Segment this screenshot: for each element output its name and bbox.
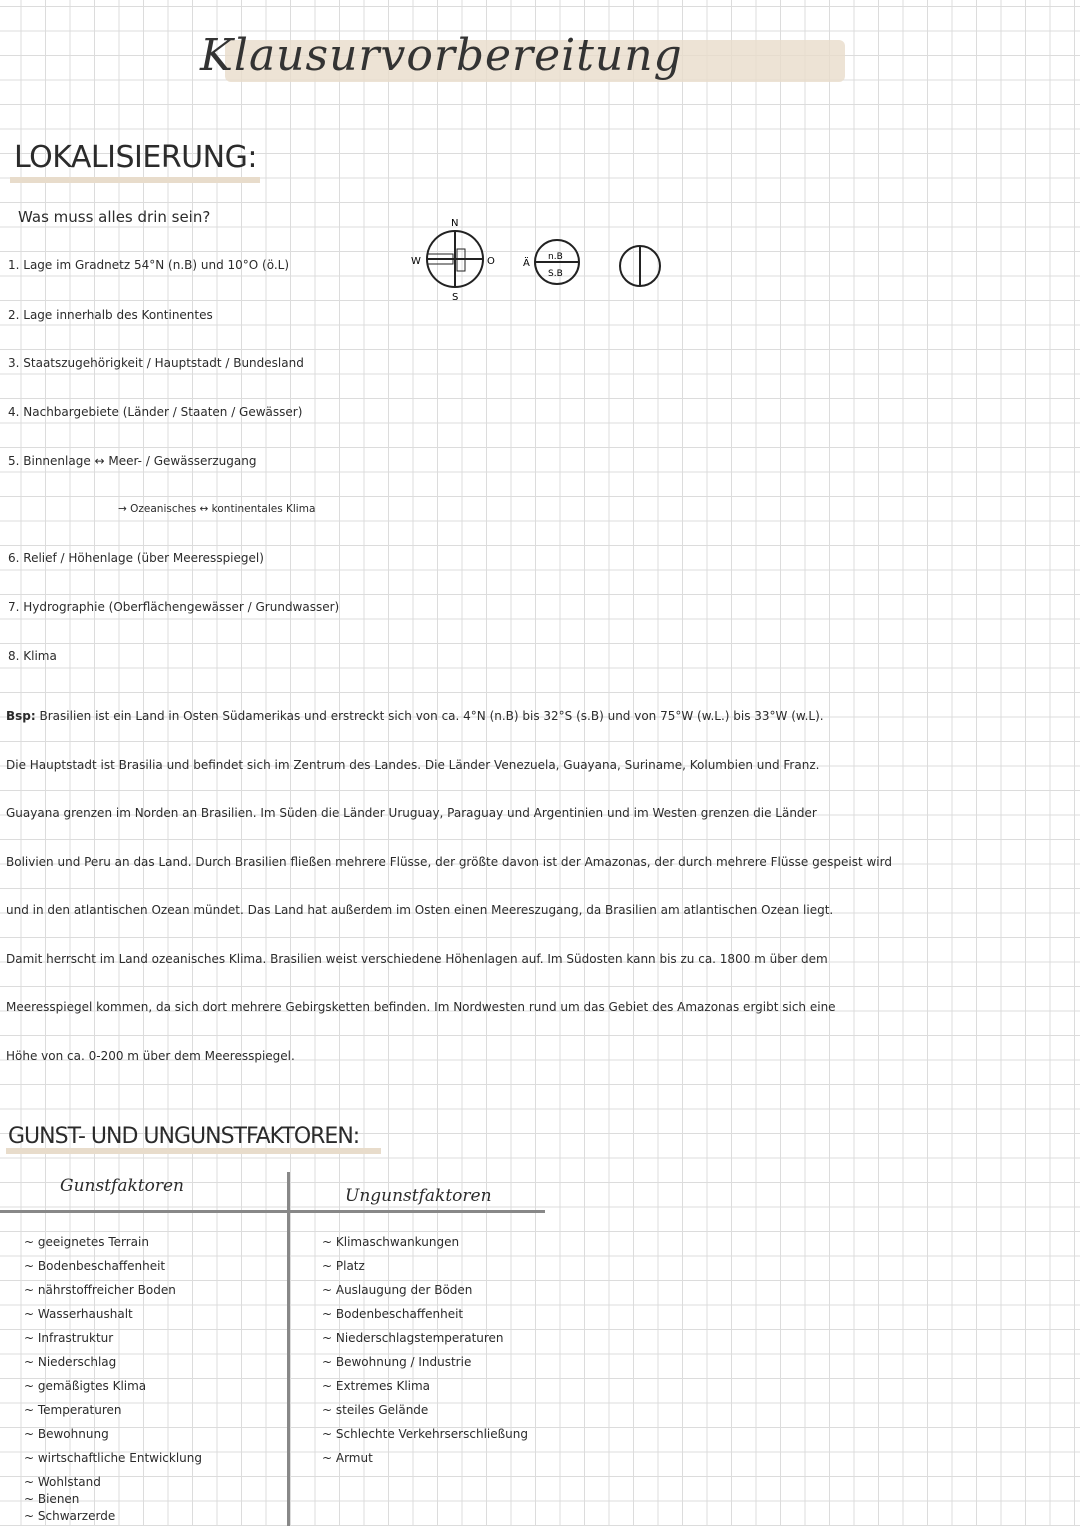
table-divider-vertical: [287, 1172, 290, 1526]
example-line: und in den atlantischen Ozean mündet. Das Land hat außerdem im Osten einen Meereszugang, da Brasilien am atlantischen Ozean liegt.: [6, 903, 834, 917]
svg-text:S.B: S.B: [548, 269, 563, 279]
example-line: Meeresspiegel kommen, da sich dort mehrere Gebirgsketten befinden. Im Nordwesten rund um das Gebiet des Amazonas ergibt sich eine: [6, 1000, 836, 1014]
example-line: Die Hauptstadt ist Brasilia und befindet sich im Zentrum des Landes. Die Länder Venezuela, Guayana, Suriname, Kolumbien und Franz.: [6, 757, 820, 772]
example-line: Bolivien und Peru an das Land. Durch Brasilien fließen mehrere Flüsse, der größte davon ist der Amazonas, der durch mehrere Flüsse gespeist wird: [6, 854, 892, 869]
example-line: Damit herrscht im Land ozeanisches Klima. Brasilien weist verschiedene Höhenlagen auf. Im Südosten kann bis zu ca. 1800 m über dem: [6, 951, 828, 966]
svg-text:O: O: [487, 256, 495, 267]
svg-text:Ä: Ä: [523, 258, 530, 269]
ungunst-column-title: Ungunstfaktoren: [345, 1186, 492, 1206]
list-item: ~ Schwarzerde: [24, 1509, 116, 1523]
gunst-column-title: Gunstfaktoren: [60, 1176, 184, 1196]
heading-underline: [10, 177, 260, 183]
example-paragraph: [6, 692, 1076, 1080]
list-item: ~ Niederschlag: [24, 1355, 117, 1369]
list-item: 2. Lage innerhalb des Kontinentes: [8, 308, 213, 322]
example-line: Bsp: Brasilien ist ein Land in Osten Südamerikas und erstreckt sich von ca. 4°N (n.B) bis 32°S (s.B) und von 75°W (w.L.) bis 33°W (w.L).: [6, 709, 824, 723]
svg-text:W: W: [411, 256, 421, 267]
list-item: ~ Platz: [322, 1259, 365, 1273]
list-item: ~ wirtschaftliche Entwicklung: [24, 1451, 203, 1465]
list-item: ~ Temperaturen: [24, 1403, 122, 1417]
list-item: 5. Binnenlage ↔ Meer- / Gewässerzugang: [8, 454, 257, 468]
table-divider-horizontal: [0, 1210, 545, 1213]
list-item: 3. Staatszugehörigkeit / Hauptstadt / Bundesland: [8, 356, 304, 370]
list-item: ~ steiles Gelände: [322, 1403, 429, 1417]
globe-sketches-icon: [405, 214, 675, 304]
list-item: ~ Schlechte Verkehrserschließung: [322, 1427, 529, 1441]
svg-text:S: S: [452, 292, 459, 303]
svg-text:n.B: n.B: [548, 252, 563, 262]
list-item: 6. Relief / Höhenlage (über Meeresspiegel): [8, 551, 264, 565]
list-item: ~ gemäßigtes Klima: [24, 1379, 147, 1393]
example-label: Bsp:: [6, 709, 36, 723]
list-item: 1. Lage im Gradnetz 54°N (n.B) und 10°O (ö.L): [8, 258, 290, 272]
list-item: ~ Infrastruktur: [24, 1331, 114, 1345]
list-item: ~ Wasserhaushalt: [24, 1307, 133, 1321]
list-item: 8. Klima: [8, 649, 57, 663]
list-subitem: → Ozeanisches ↔ kontinentales Klima: [118, 503, 316, 515]
list-item: ~ Auslaugung der Böden: [322, 1283, 473, 1297]
list-item: 4. Nachbargebiete (Länder / Staaten / Gewässer): [8, 405, 303, 419]
list-item: ~ Klimaschwankungen: [322, 1235, 460, 1249]
list-item: ~ Bewohnung: [24, 1427, 109, 1441]
ungunst-list: [322, 1230, 528, 1470]
list-item: ~ Wohlstand: [24, 1475, 101, 1489]
question-text: Was muss alles drin sein?: [18, 208, 211, 226]
example-line: Höhe von ca. 0-200 m über dem Meeresspiegel.: [6, 1048, 295, 1063]
list-item: ~ Bewohnung / Industrie: [322, 1355, 472, 1369]
list-item: ~ nährstoffreicher Boden: [24, 1283, 176, 1297]
example-line: Guayana grenzen im Norden an Brasilien. Im Süden die Länder Uruguay, Paraguay und Argentinien und im Westen grenzen die Länder: [6, 806, 817, 820]
gunst-list: [24, 1230, 202, 1525]
list-item: ~ Bienen: [24, 1492, 80, 1506]
page-title: Klausurvorbereitung: [200, 30, 683, 81]
list-item: ~ Extremes Klima: [322, 1379, 431, 1393]
svg-text:N: N: [451, 218, 459, 229]
section-heading-localization: LOKALISIERUNG:: [14, 140, 257, 175]
list-item: ~ Niederschlagstemperaturen: [322, 1331, 504, 1345]
list-item: ~ Armut: [322, 1451, 373, 1465]
list-item: ~ Bodenbeschaffenheit: [24, 1259, 166, 1273]
list-item: ~ Bodenbeschaffenheit: [322, 1307, 464, 1321]
section-heading-factors: GUNST- UND UNGUNSTFAKTOREN:: [8, 1124, 360, 1149]
list-item: ~ geeignetes Terrain: [24, 1235, 149, 1249]
list-item: 7. Hydrographie (Oberflächengewässer / Grundwasser): [8, 600, 340, 614]
